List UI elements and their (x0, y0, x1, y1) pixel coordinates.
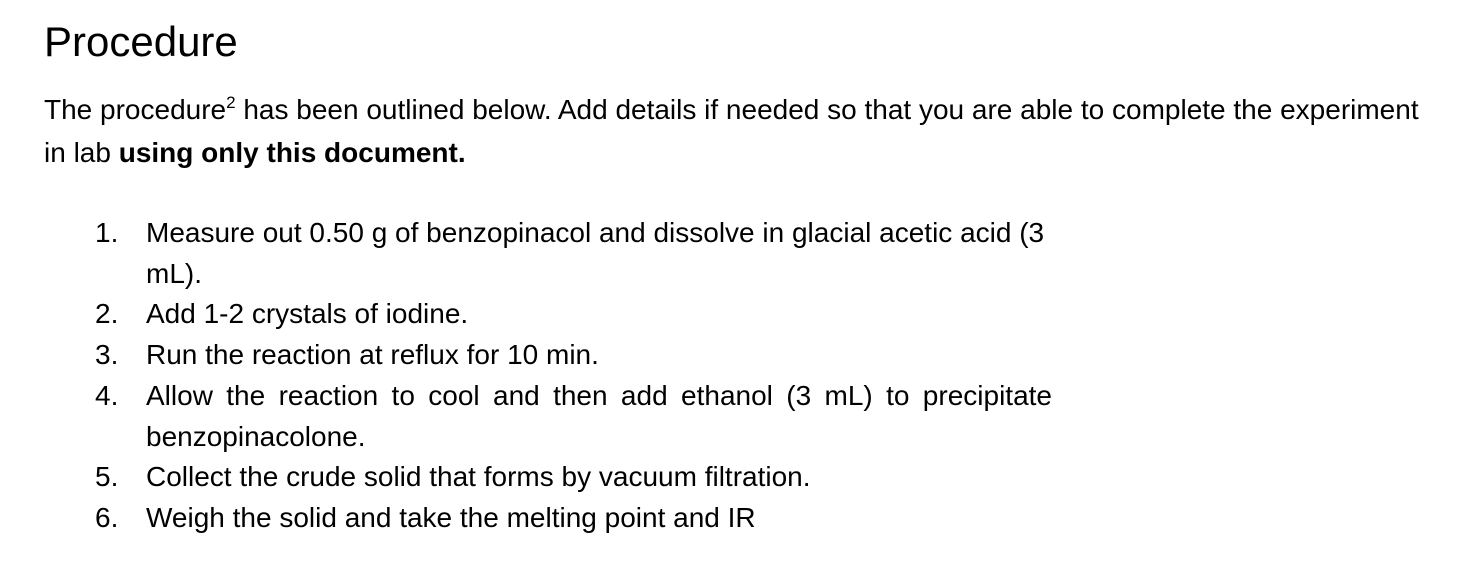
step-number: 4. (95, 379, 119, 411)
procedure-step-1 (0, 213, 1052, 294)
step-number: 6. (95, 501, 119, 533)
procedure-step-6 (0, 498, 1052, 539)
procedure-step-5 (0, 457, 1052, 498)
procedure-steps-list (0, 213, 1052, 539)
step-text: Measure out 0.50 g of benzopinacol and dissolve in glacial acetic acid (3 mL). (146, 217, 1045, 289)
step-number: 5. (95, 461, 119, 493)
intro-text-middle: has been outlined below. Add details if needed so that you are able to complete the experiment in lab (44, 94, 1419, 168)
procedure-step-2 (0, 294, 1052, 335)
procedure-step-3 (0, 335, 1052, 376)
intro-text-start: The procedure (44, 94, 227, 125)
step-number: 2. (95, 298, 119, 330)
footnote-reference: 2 (226, 93, 236, 112)
intro-bold-text: using only this document. (118, 137, 466, 168)
step-text: Run the reaction at reflux for 10 min. (146, 339, 599, 371)
step-number: 1. (95, 217, 119, 248)
step-text: Allow the reaction to cool and then add ethanol (3 mL) to precipitate benzopinacolone. (146, 379, 1052, 452)
step-number: 3. (95, 339, 119, 371)
step-text: Collect the crude solid that forms by vacuum filtration. (146, 461, 811, 493)
intro-paragraph (44, 88, 1444, 174)
step-text: Add 1-2 crystals of iodine. (146, 298, 469, 330)
procedure-step-4 (0, 376, 1052, 457)
section-heading: Procedure (44, 18, 238, 65)
step-text: Weigh the solid and take the melting point and IR (146, 501, 756, 533)
